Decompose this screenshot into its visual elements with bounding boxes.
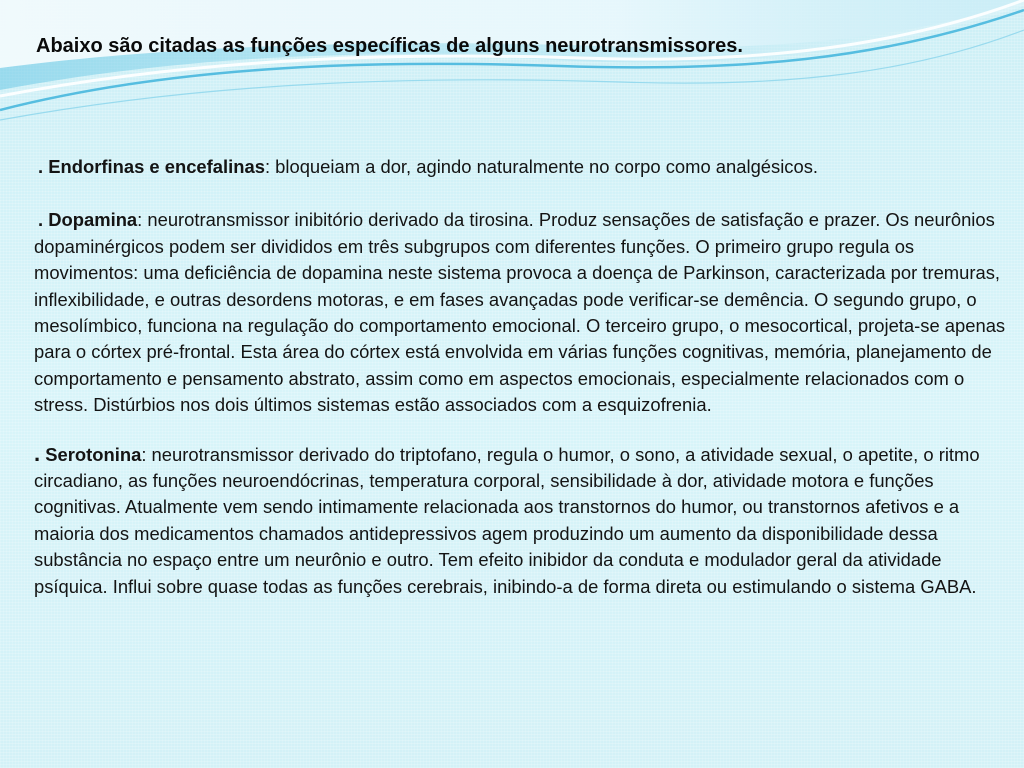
item-bullet: . bbox=[38, 156, 44, 177]
item-serotonina bbox=[34, 441, 1010, 600]
slide-title: Abaixo são citadas as funções específicas de alguns neurotransmissores. bbox=[36, 35, 743, 57]
item-dopamina bbox=[34, 207, 1010, 418]
item-term: Endorfinas e encefalinas bbox=[48, 156, 265, 177]
item-term: Serotonina bbox=[45, 443, 142, 465]
item-endorfinas bbox=[34, 154, 1010, 180]
slide-content bbox=[34, 154, 1010, 600]
item-text: : neurotransmissor inibitório derivado da tirosina. Produz sensações de satisfação e prazer. Os neurônios dopaminérgicos podem ser divididos em três subgrupos com diferentes funções. O primeiro grupo regula os movimentos: uma deficiência de dopamina neste sistema provoca a doença de Parkinson, caracterizada por tremuras, inflexibilidade, e outras desordens motoras, e em fases avançadas pode verificar-se demência. O segundo grupo, o mesolímbico, funciona na regulação do comportamento emocional. O terceiro grupo, o mesocortical, projeta-se apenas para o córtex pré-frontal. Esta área do córtex está envolvida em várias funções cognitivas, memória, planejamento de comportamento e pensamento abstrato, assim como em aspectos emocionais, especialmente relacionados com o stress. Distúrbios nos dois últimos sistemas estão associados com a esquizofrenia. bbox=[34, 209, 1006, 416]
item-term: Dopamina bbox=[48, 209, 138, 231]
item-text: : neurotransmissor derivado do triptofano, regula o humor, o sono, a atividade sexual, o apetite, o ritmo circadiano, as funções neuroendócrinas, temperatura corporal, sensibilidade à dor, atividade motora e funções cognitivas. Atualmente vem sendo intimamente relacionada aos transtornos do humor, ou transtornos afetivos e a maioria dos medicamentos chamados antidepressivos agem produzindo um aumento da disponibilidade dessa substância no espaço entre um neurônio e outro. Tem efeito inibidor da conduta e modulador geral da atividade psíquica. Influi sobre quase todas as funções cerebrais, inibindo-a de forma direta ou estimulando o sistema GABA. bbox=[34, 443, 980, 597]
item-text: : bloqueiam a dor, agindo naturalmente no corpo como analgésicos. bbox=[264, 156, 819, 177]
item-bullet: . bbox=[34, 440, 41, 466]
item-bullet: . bbox=[38, 209, 44, 231]
wave-decoration bbox=[0, 0, 1024, 130]
